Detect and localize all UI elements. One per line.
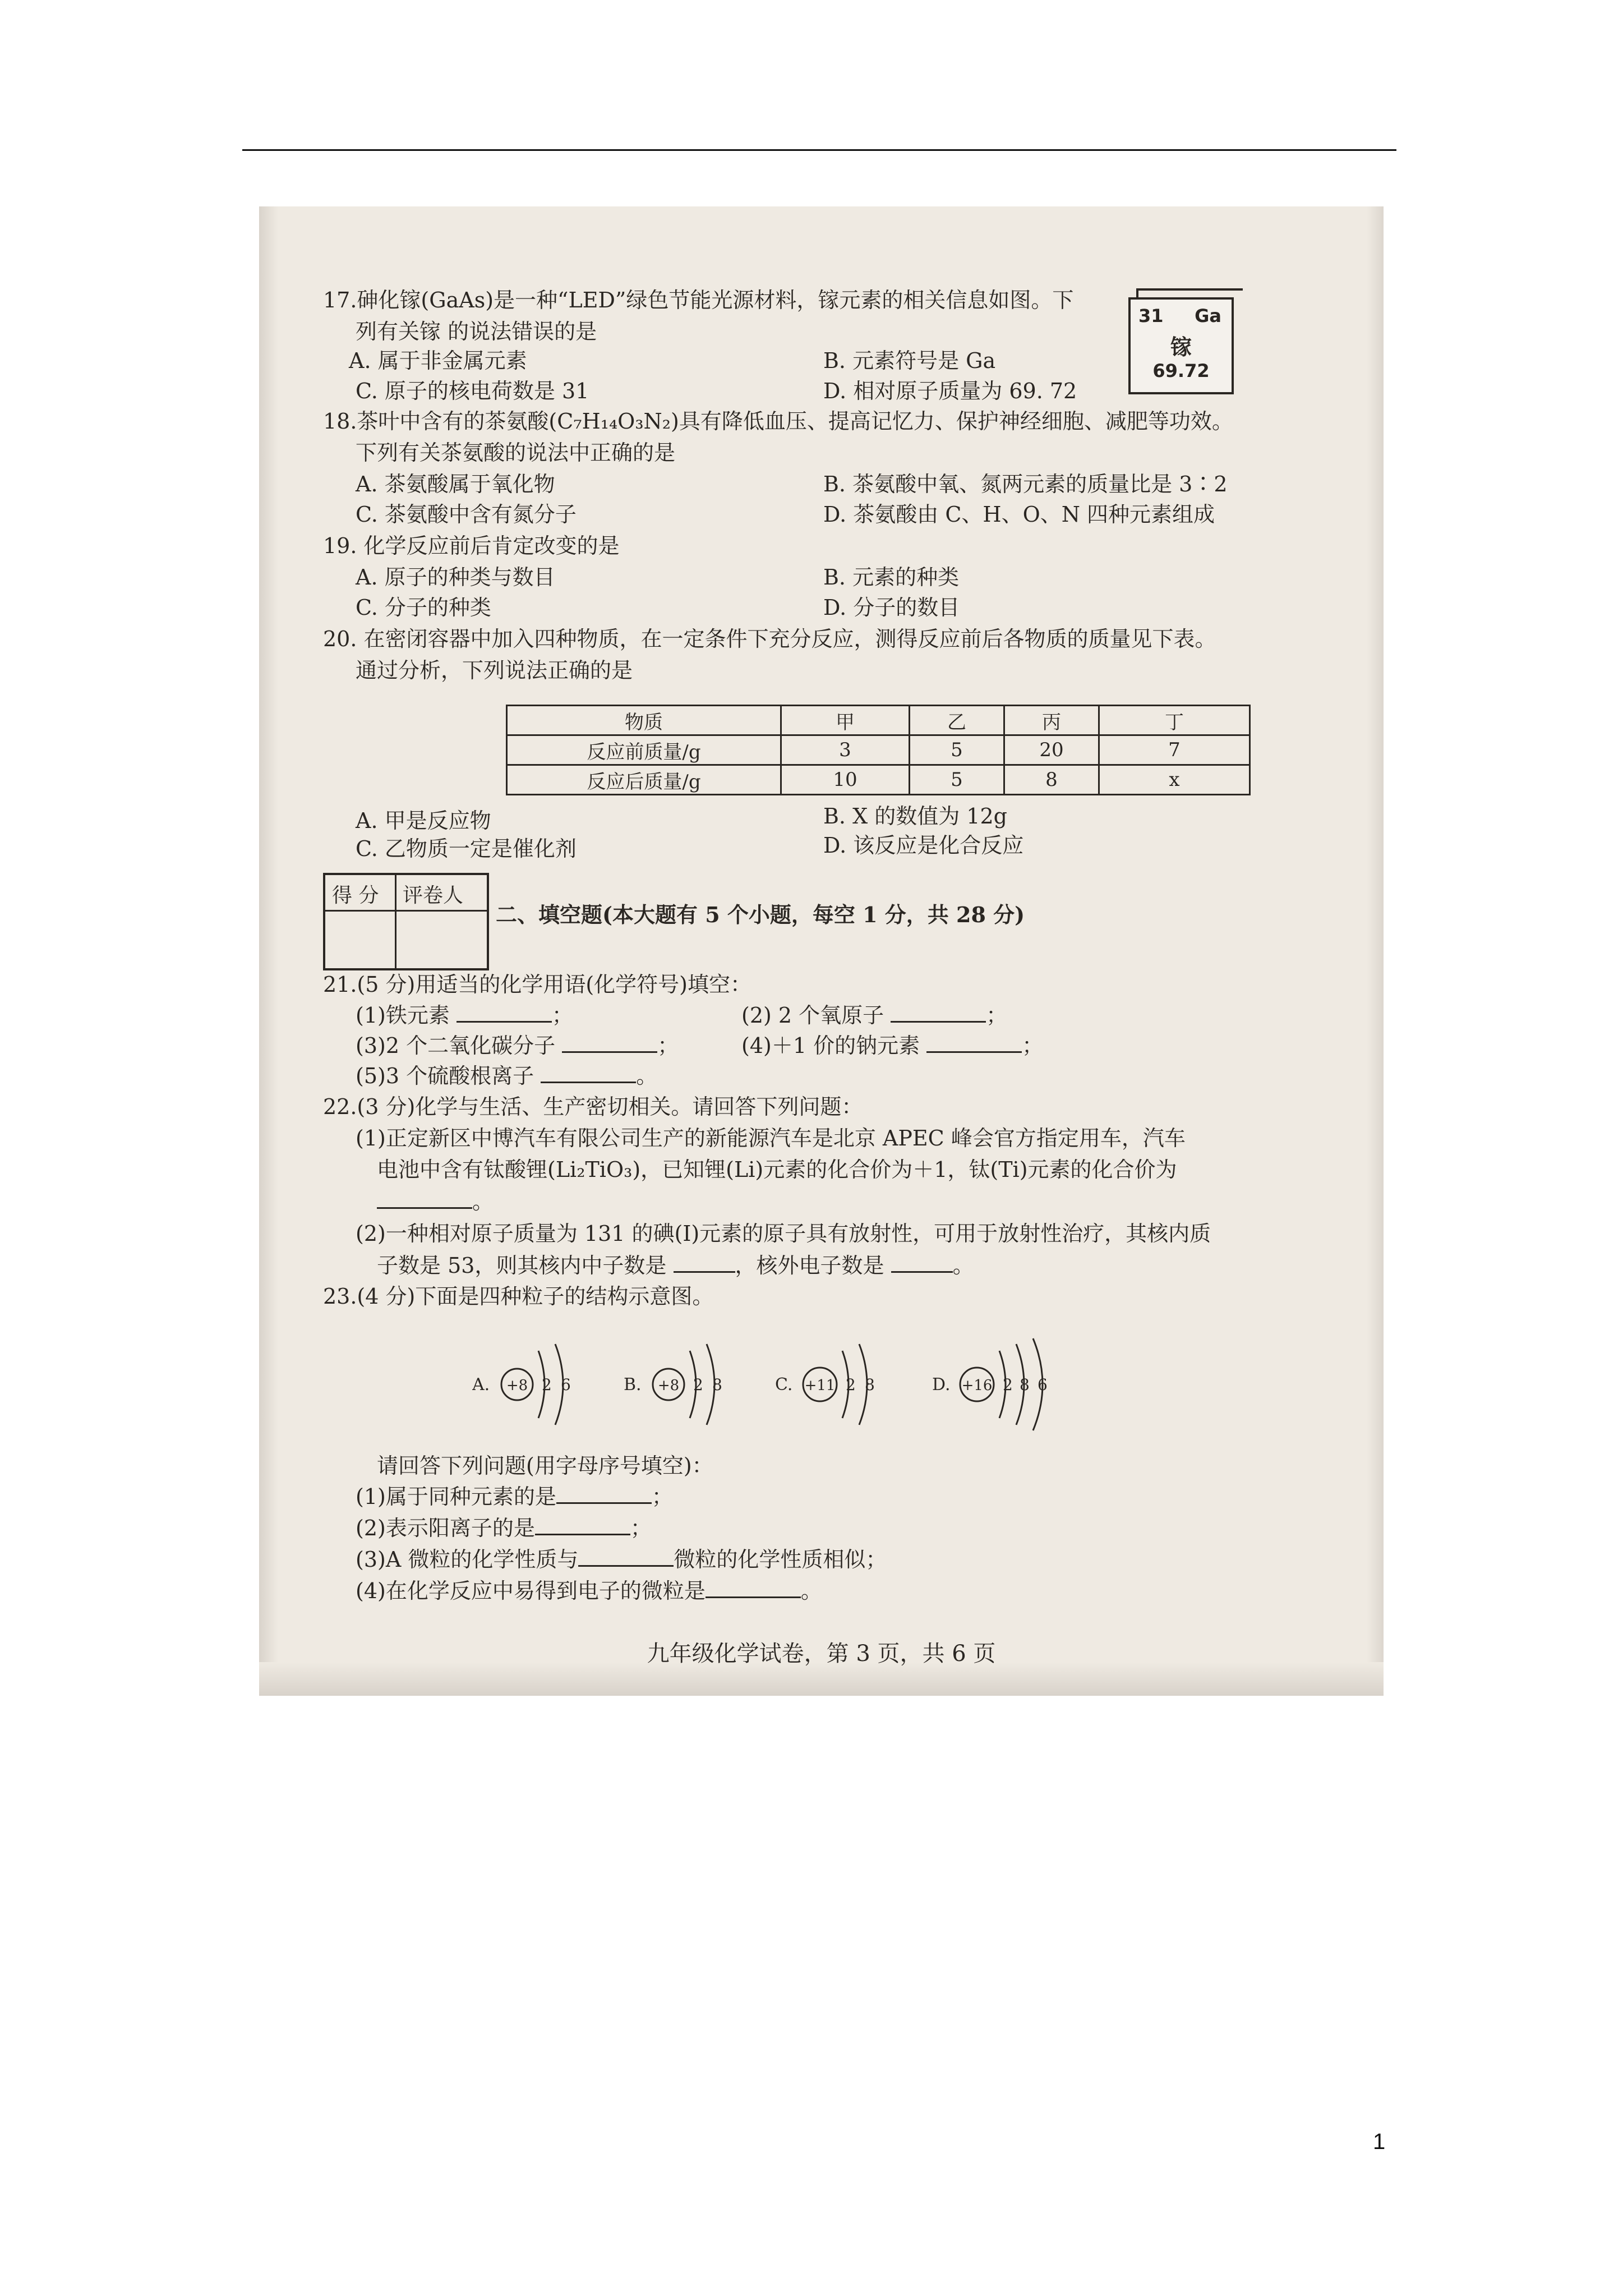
q20-option-c: C. 乙物质一定是催化剂 bbox=[356, 836, 577, 861]
score-grader-box bbox=[323, 873, 489, 970]
shell-electron-count: 6 bbox=[561, 1375, 571, 1394]
q21-part-4-label: (4)＋1 价的钠元素 bbox=[741, 1033, 920, 1058]
table-cell: 20 bbox=[1004, 735, 1099, 765]
table-cell: 3 bbox=[781, 735, 910, 765]
q20-stem-line2: 通过分析，下列说法正确的是 bbox=[356, 658, 633, 683]
q23-part-1: (1)属于同种元素的是 ； bbox=[356, 1482, 673, 1511]
atom-label: D. bbox=[932, 1375, 951, 1395]
q20-stem-line1: 20. 在密闭容器中加入四种物质，在一定条件下充分反应，测得反应前后各物质的质量见下表。 bbox=[323, 627, 1216, 651]
atom-diagram-a bbox=[472, 1344, 571, 1425]
answer-blank[interactable] bbox=[535, 1513, 630, 1535]
q18-stem-line2: 下列有关茶氨酸的说法中正确的是 bbox=[356, 440, 676, 465]
section-2-title: 二、填空题(本大题有 5 个小题，每空 1 分，共 28 分) bbox=[496, 902, 1025, 927]
answer-blank[interactable] bbox=[457, 1001, 552, 1023]
table-cell: 反应后质量/g bbox=[507, 765, 781, 795]
q22-part-1-line2: 电池中含有钛酸锂(Li₂TiO₃)，已知锂(Li)元素的化合价为＋1，钛(Ti)元素的化合价为 bbox=[377, 1157, 1177, 1182]
table-row bbox=[507, 735, 1250, 765]
q21-part-1: (1)铁元素 ； bbox=[356, 1001, 573, 1029]
answer-blank[interactable] bbox=[377, 1187, 472, 1209]
nucleus-charge: +16 bbox=[961, 1377, 993, 1394]
table-cell: 10 bbox=[781, 765, 910, 795]
table-row bbox=[507, 765, 1250, 795]
q17-stem-line2: 列有关镓 的说法错误的是 bbox=[356, 319, 597, 344]
score-box-divider bbox=[325, 910, 487, 912]
header-rule bbox=[242, 149, 1396, 151]
answer-blank[interactable] bbox=[541, 1061, 636, 1083]
element-name: 镓 bbox=[1170, 334, 1192, 360]
atom-diagram-b bbox=[624, 1344, 722, 1425]
answer-blank[interactable] bbox=[578, 1545, 674, 1567]
atom-diagram-d bbox=[932, 1338, 1048, 1430]
q23-part-3 bbox=[356, 1545, 887, 1573]
table-header-cell: 丁 bbox=[1099, 706, 1250, 735]
shell-electron-count: 8 bbox=[865, 1375, 875, 1394]
q23-part-2-label: (2)表示阳离子的是 bbox=[356, 1516, 535, 1540]
document-page-number: 1 bbox=[1373, 2129, 1386, 2154]
q21-stem: 21.(5 分)用适当的化学用语(化学符号)填空： bbox=[323, 972, 751, 997]
q19-option-b: B. 元素的种类 bbox=[823, 565, 960, 590]
shell-electron-count: 6 bbox=[1038, 1375, 1048, 1394]
q22-stem: 22.(3 分)化学与生活、生产密切相关。请回答下列问题： bbox=[323, 1094, 863, 1119]
answer-blank[interactable] bbox=[674, 1251, 735, 1273]
q18-option-d: D. 茶氨酸由 C、H、O、N 四种元素组成 bbox=[823, 502, 1215, 527]
q22-part-2-text-a: 子数是 53，则其核内中子数是 bbox=[377, 1253, 667, 1278]
table-header-cell: 乙 bbox=[910, 706, 1004, 735]
q22-part-1-line1: (1)正定新区中博汽车有限公司生产的新能源汽车是北京 APEC 峰会官方指定用车，汽车 bbox=[356, 1126, 1186, 1151]
nucleus-charge: +8 bbox=[506, 1377, 528, 1394]
shell-electron-count: 8 bbox=[712, 1375, 722, 1394]
q17-option-a: A. 属于非金属元素 bbox=[349, 348, 527, 373]
q17-option-c: C. 原子的核电荷数是 31 bbox=[356, 379, 589, 403]
table-header-cell: 物质 bbox=[507, 706, 781, 735]
answer-blank[interactable] bbox=[556, 1482, 652, 1504]
q21-part-3: (3)2 个二氧化碳分子 ； bbox=[356, 1031, 679, 1060]
table-cell: 8 bbox=[1004, 765, 1099, 795]
table-cell: 7 bbox=[1099, 735, 1250, 765]
q21-part-5-label: (5)3 个硫酸根离子 bbox=[356, 1064, 534, 1088]
answer-blank[interactable] bbox=[706, 1576, 801, 1598]
shell-electron-count: 2 bbox=[542, 1375, 552, 1394]
answer-blank[interactable] bbox=[562, 1031, 657, 1053]
q22-part-2-line1: (2)一种相对原子质量为 131 的碘(I)元素的原子具有放射性，可用于放射性治疗，其核内质 bbox=[356, 1221, 1211, 1246]
atom-label: A. bbox=[472, 1375, 490, 1395]
table-header-cell: 丙 bbox=[1004, 706, 1099, 735]
q23-stem: 23.(4 分)下面是四种粒子的结构示意图。 bbox=[323, 1284, 714, 1309]
q17-stem-line1: 17.砷化镓(GaAs)是一种“LED”绿色节能光源材料，镓元素的相关信息如图。下 bbox=[323, 288, 1074, 312]
exam-page-footer: 九年级化学试卷，第 3 页，共 6 页 bbox=[647, 1641, 996, 1667]
q22-part-2-text-b: ，核外电子数是 bbox=[735, 1253, 884, 1278]
q21-part-2-label: (2) 2 个氧原子 bbox=[741, 1003, 884, 1028]
q21-part-3-label: (3)2 个二氧化碳分子 bbox=[356, 1033, 556, 1058]
shell-electron-count: 2 bbox=[693, 1375, 703, 1394]
q21-part-1-label: (1)铁元素 bbox=[356, 1003, 450, 1028]
atom-diagram-c bbox=[775, 1344, 875, 1425]
q23-prompt: 请回答下列问题(用字母序号填空)： bbox=[377, 1453, 713, 1478]
nucleus-charge: +11 bbox=[804, 1377, 836, 1394]
q23-part-2: (2)表示阳离子的是 ； bbox=[356, 1513, 652, 1542]
q23-part-3-label-b: 微粒的化学性质相似； bbox=[674, 1547, 887, 1572]
q20-option-a: A. 甲是反应物 bbox=[356, 808, 491, 833]
q18-option-b: B. 茶氨酸中氧、氮两元素的质量比是 3∶2 bbox=[823, 472, 1228, 496]
mass-data-table bbox=[506, 705, 1251, 795]
table-cell: 反应前质量/g bbox=[507, 735, 781, 765]
answer-blank[interactable] bbox=[891, 1001, 986, 1023]
scan-shadow-right bbox=[1367, 206, 1384, 1696]
shell-electron-count: 2 bbox=[1003, 1375, 1013, 1394]
grader-label: 评卷人 bbox=[403, 884, 464, 907]
answer-blank[interactable] bbox=[926, 1031, 1022, 1053]
nucleus-charge: +8 bbox=[657, 1377, 680, 1394]
element-symbol: Ga bbox=[1195, 305, 1221, 326]
shell-electron-count: 2 bbox=[846, 1375, 856, 1394]
table-cell: x bbox=[1099, 765, 1250, 795]
q22-part-2-line2: 子数是 53，则其核内中子数是 ，核外电子数是 。 bbox=[377, 1251, 974, 1280]
answer-blank[interactable] bbox=[891, 1251, 953, 1273]
q18-option-a: A. 茶氨酸属于氧化物 bbox=[356, 472, 555, 496]
q21-part-5: (5)3 个硫酸根离子 。 bbox=[356, 1061, 657, 1090]
q17-option-b: B. 元素符号是 Ga bbox=[823, 348, 996, 373]
table-header-cell: 甲 bbox=[781, 706, 910, 735]
q18-stem-line1: 18.茶叶中含有的茶氨酸(C₇H₁₄O₃N₂)具有降低血压、提高记忆力、保护神经细胞、减肥等功效。 bbox=[323, 409, 1233, 434]
q23-part-4-label: (4)在化学反应中易得到电子的微粒是 bbox=[356, 1579, 706, 1603]
score-box-divider bbox=[395, 875, 396, 968]
q21-part-4: (4)＋1 价的钠元素 ； bbox=[741, 1031, 1043, 1060]
table-cell: 5 bbox=[910, 765, 1004, 795]
element-atomic-mass: 69.72 bbox=[1152, 360, 1210, 381]
q23-part-1-label: (1)属于同种元素的是 bbox=[356, 1484, 556, 1509]
q19-option-c: C. 分子的种类 bbox=[356, 595, 491, 620]
gallium-element-card bbox=[1128, 297, 1234, 394]
scanned-exam-page bbox=[259, 206, 1384, 1696]
q17-option-d: D. 相对原子质量为 69. 72 bbox=[823, 379, 1077, 403]
score-label: 得 分 bbox=[332, 884, 379, 907]
q21-part-2: (2) 2 个氧原子 ； bbox=[741, 1001, 1007, 1029]
table-header-row bbox=[507, 706, 1250, 735]
shell-electron-count: 8 bbox=[1020, 1375, 1030, 1394]
atomic-structure-diagrams bbox=[472, 1334, 1145, 1435]
atom-label: B. bbox=[624, 1375, 642, 1395]
scan-shadow-left bbox=[259, 206, 278, 1696]
q19-stem: 19. 化学反应前后肯定改变的是 bbox=[323, 533, 620, 558]
q20-option-b: B. X 的数值为 12g bbox=[823, 804, 1007, 829]
q22-part-1-line3: 。 bbox=[377, 1187, 494, 1216]
q19-option-d: D. 分子的数目 bbox=[823, 595, 960, 620]
q23-part-4: (4)在化学反应中易得到电子的微粒是 。 bbox=[356, 1576, 822, 1605]
table-cell: 5 bbox=[910, 735, 1004, 765]
q20-option-d: D. 该反应是化合反应 bbox=[823, 833, 1024, 858]
atom-label: C. bbox=[775, 1375, 793, 1395]
q23-part-3-label-a: (3)A 微粒的化学性质与 bbox=[356, 1547, 579, 1572]
element-atomic-number: 31 bbox=[1138, 305, 1164, 326]
q19-option-a: A. 原子的种类与数目 bbox=[356, 565, 555, 590]
q18-option-c: C. 茶氨酸中含有氮分子 bbox=[356, 502, 577, 527]
